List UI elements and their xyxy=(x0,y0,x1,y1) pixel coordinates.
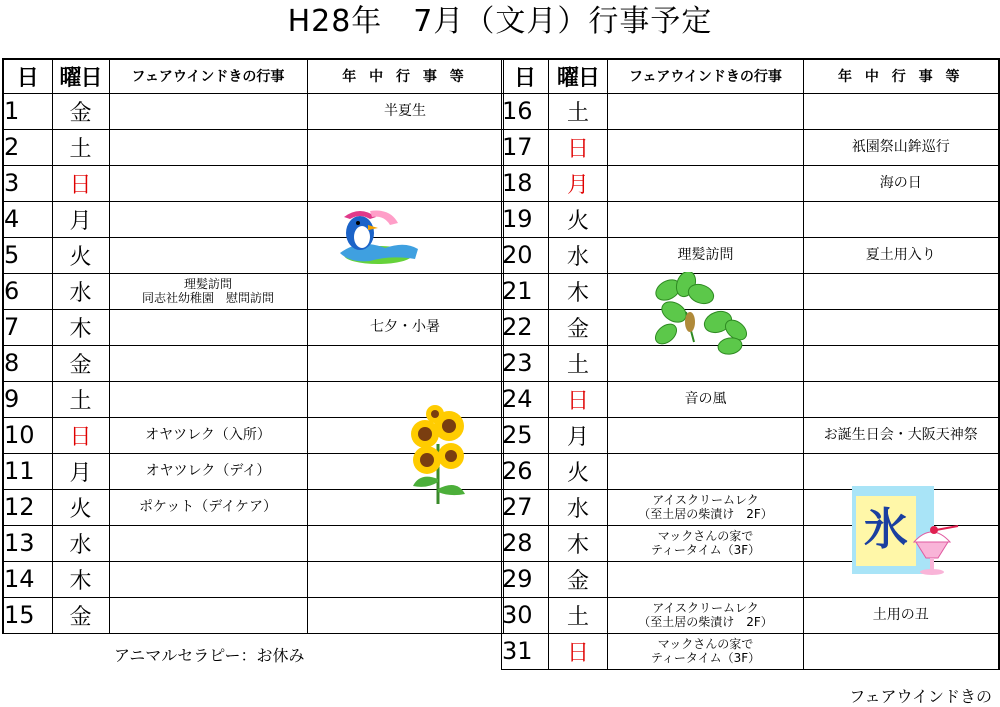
table-row xyxy=(3,273,503,309)
annual-event-cell: お誕生日会・大阪天神祭 xyxy=(804,417,999,453)
day-number: 19 xyxy=(502,201,549,237)
annual-event-cell: 土用の丑 xyxy=(804,597,999,633)
fairwind-event-cell: マックさんの家で ティータイム（3F） xyxy=(608,633,804,669)
day-number: 9 xyxy=(3,381,52,417)
header-annual-events: 年 中 行 事 等 xyxy=(804,59,999,93)
annual-event-cell xyxy=(804,201,999,237)
page-title: H28年 7月（文月）行事予定 xyxy=(287,4,713,39)
header-day: 日 xyxy=(502,59,549,93)
fairwind-event-cell: 音の風 xyxy=(608,381,804,417)
header-annual-events: 年 中 行 事 等 xyxy=(307,59,503,93)
fairwind-event-cell xyxy=(109,525,307,561)
table-row xyxy=(502,417,999,453)
fairwind-event-cell: アイスクリームレク （至土居の柴漬け 2F） xyxy=(608,597,804,633)
table-row xyxy=(502,381,999,417)
day-number: 5 xyxy=(3,237,52,273)
weekday-cell: 木 xyxy=(549,273,608,309)
day-number: 25 xyxy=(502,417,549,453)
day-number: 28 xyxy=(502,525,549,561)
header-fairwind-events: フェアウインドきの行事 xyxy=(608,59,804,93)
green-leaves-icon xyxy=(646,272,756,358)
weekday-cell: 木 xyxy=(549,525,608,561)
annual-event-cell xyxy=(804,453,999,489)
day-number: 8 xyxy=(3,345,52,381)
fairwind-event-cell xyxy=(109,561,307,597)
annual-event-cell: 半夏生 xyxy=(307,93,503,129)
day-number: 26 xyxy=(502,453,549,489)
fairwind-event-cell xyxy=(608,165,804,201)
weekday-cell: 水 xyxy=(549,489,608,525)
weekday-cell: 日 xyxy=(549,381,608,417)
day-number: 3 xyxy=(3,165,52,201)
annual-event-cell: 七夕・小暑 xyxy=(307,309,503,345)
annual-event-cell xyxy=(804,381,999,417)
annual-event-cell xyxy=(307,345,503,381)
fairwind-event-cell: 理髪訪問 xyxy=(608,237,804,273)
annual-event-cell xyxy=(307,525,503,561)
day-number: 13 xyxy=(3,525,52,561)
table-row xyxy=(3,309,503,345)
weekday-cell: 水 xyxy=(549,237,608,273)
table-row xyxy=(502,201,999,237)
weekday-cell: 火 xyxy=(549,453,608,489)
fairwind-event-cell: マックさんの家で ティータイム（3F） xyxy=(608,525,804,561)
weekday-cell: 日 xyxy=(549,633,608,669)
day-number: 10 xyxy=(3,417,52,453)
day-number: 23 xyxy=(502,345,549,381)
table-row xyxy=(3,237,503,273)
table-row xyxy=(3,345,503,381)
day-number: 30 xyxy=(502,597,549,633)
fairwind-event-cell xyxy=(109,381,307,417)
weekday-cell: 月 xyxy=(52,201,109,237)
table-row xyxy=(3,201,503,237)
day-number: 24 xyxy=(502,381,549,417)
day-number: 20 xyxy=(502,237,549,273)
animal-therapy-note: アニマルセラピー：お休み xyxy=(114,646,305,665)
fairwind-event-cell xyxy=(608,201,804,237)
facility-name: フェアウインドきの xyxy=(849,687,992,706)
table-row xyxy=(3,129,503,165)
day-number: 22 xyxy=(502,309,549,345)
weekday-cell: 火 xyxy=(52,237,109,273)
fairwind-event-cell xyxy=(608,453,804,489)
fairwind-event-cell: ポケット（デイケア） xyxy=(109,489,307,525)
sunflower-icon xyxy=(405,404,471,508)
fairwind-event-cell xyxy=(109,309,307,345)
table-row xyxy=(3,525,503,561)
day-number: 14 xyxy=(3,561,52,597)
weekday-cell: 水 xyxy=(52,273,109,309)
annual-event-cell xyxy=(804,633,999,669)
annual-event-cell: 海の日 xyxy=(804,165,999,201)
table-row xyxy=(3,561,503,597)
fairwind-event-cell xyxy=(608,93,804,129)
day-number: 27 xyxy=(502,489,549,525)
annual-event-cell xyxy=(307,597,503,633)
annual-event-cell xyxy=(307,165,503,201)
annual-event-cell xyxy=(307,129,503,165)
fairwind-event-cell xyxy=(109,165,307,201)
weekday-cell: 金 xyxy=(52,345,109,381)
annual-event-cell xyxy=(804,273,999,309)
fairwind-event-cell xyxy=(608,561,804,597)
weekday-cell: 日 xyxy=(549,129,608,165)
weekday-cell: 土 xyxy=(52,381,109,417)
table-row xyxy=(502,633,999,669)
weekday-cell: 月 xyxy=(52,453,109,489)
day-number: 18 xyxy=(502,165,549,201)
annual-event-cell xyxy=(804,345,999,381)
day-number: 12 xyxy=(3,489,52,525)
annual-event-cell xyxy=(804,93,999,129)
fairwind-event-cell: 理髪訪問 同志社幼稚園 慰問訪問 xyxy=(109,273,307,309)
table-row xyxy=(502,453,999,489)
annual-event-cell xyxy=(307,273,503,309)
annual-event-cell: 夏土用入り xyxy=(804,237,999,273)
weekday-cell: 月 xyxy=(549,417,608,453)
fairwind-event-cell xyxy=(109,129,307,165)
fairwind-event-cell: アイスクリームレク （至土居の柴漬け 2F） xyxy=(608,489,804,525)
fairwind-event-cell xyxy=(109,237,307,273)
day-number: 16 xyxy=(502,93,549,129)
day-number: 31 xyxy=(502,633,549,669)
penguin-surfing-icon xyxy=(330,203,420,268)
header-weekday: 曜日 xyxy=(52,59,109,93)
annual-event-cell: 祇園祭山鉾巡行 xyxy=(804,129,999,165)
table-row xyxy=(502,93,999,129)
header-day: 日 xyxy=(3,59,52,93)
fairwind-event-cell xyxy=(608,417,804,453)
fairwind-event-cell xyxy=(109,93,307,129)
weekday-cell: 金 xyxy=(549,561,608,597)
weekday-cell: 金 xyxy=(52,597,109,633)
day-number: 21 xyxy=(502,273,549,309)
weekday-cell: 月 xyxy=(549,165,608,201)
annual-event-cell xyxy=(804,309,999,345)
day-number: 11 xyxy=(3,453,52,489)
shaved-ice-icon xyxy=(852,486,962,580)
table-row xyxy=(502,237,999,273)
fairwind-event-cell: オヤツレク（デイ） xyxy=(109,453,307,489)
header-weekday: 曜日 xyxy=(549,59,608,93)
table-row xyxy=(502,165,999,201)
table-row xyxy=(502,129,999,165)
weekday-cell: 火 xyxy=(52,489,109,525)
header-fairwind-events: フェアウインドきの行事 xyxy=(109,59,307,93)
ice-glyph: 氷 xyxy=(864,504,908,555)
table-row xyxy=(3,597,503,633)
day-number: 6 xyxy=(3,273,52,309)
fairwind-event-cell xyxy=(109,201,307,237)
fairwind-event-cell: オヤツレク（入所） xyxy=(109,417,307,453)
fairwind-event-cell xyxy=(109,345,307,381)
table-row xyxy=(3,93,503,129)
weekday-cell: 土 xyxy=(549,93,608,129)
weekday-cell: 土 xyxy=(549,345,608,381)
weekday-cell: 土 xyxy=(549,597,608,633)
day-number: 4 xyxy=(3,201,52,237)
weekday-cell: 土 xyxy=(52,129,109,165)
fairwind-event-cell xyxy=(109,597,307,633)
day-number: 7 xyxy=(3,309,52,345)
table-row xyxy=(502,597,999,633)
weekday-cell: 金 xyxy=(549,309,608,345)
weekday-cell: 木 xyxy=(52,561,109,597)
table-row xyxy=(3,165,503,201)
day-number: 15 xyxy=(3,597,52,633)
day-number: 29 xyxy=(502,561,549,597)
day-number: 1 xyxy=(3,93,52,129)
day-number: 17 xyxy=(502,129,549,165)
annual-event-cell xyxy=(307,561,503,597)
weekday-cell: 水 xyxy=(52,525,109,561)
calendar-table-left xyxy=(2,58,504,634)
weekday-cell: 日 xyxy=(52,165,109,201)
weekday-cell: 木 xyxy=(52,309,109,345)
weekday-cell: 日 xyxy=(52,417,109,453)
day-number: 2 xyxy=(3,129,52,165)
weekday-cell: 金 xyxy=(52,93,109,129)
fairwind-event-cell xyxy=(608,129,804,165)
weekday-cell: 火 xyxy=(549,201,608,237)
